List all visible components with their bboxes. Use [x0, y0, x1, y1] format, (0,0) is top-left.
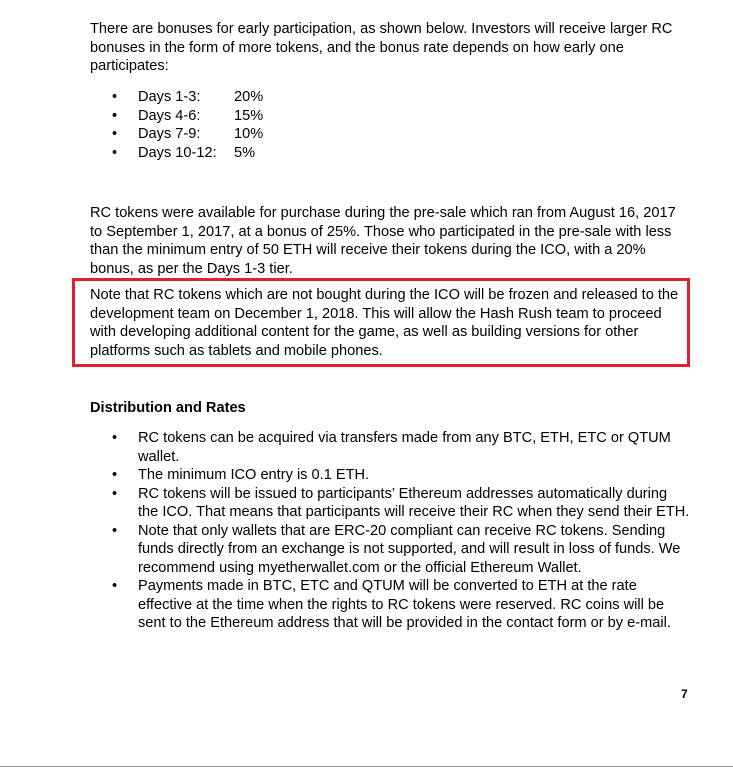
bonus-days: Days 1-3: — [138, 89, 201, 105]
bonus-rate: 10% — [234, 126, 264, 142]
list-item — [90, 485, 690, 522]
list-item — [90, 144, 690, 163]
list-item-text: The minimum ICO entry is 0.1 ETH. — [138, 467, 370, 483]
bonus-list — [90, 88, 690, 162]
distribution-list — [90, 429, 690, 633]
list-item-text: RC tokens can be acquired via transfers made from any BTC, ETH, ETC or QTUM wallet. — [138, 430, 671, 465]
list-item — [90, 429, 690, 466]
bullet-icon: • — [112, 107, 118, 124]
presale-paragraph: RC tokens were available for purchase during the pre-sale which ran from August 16, 2017 to September 1, 2017, at a bonus of 25%. Those who participated in the pre-sale with less than the minimum entry of 50 ETH will receive their tokens during the ICO, with a 20% bonus, as per the Days 1-3 tier. — [90, 205, 676, 277]
bullet-icon: • — [112, 126, 118, 142]
bonus-days: Days 10-12: — [138, 144, 217, 161]
bullet-icon: • — [112, 485, 118, 502]
bullet-icon: • — [112, 430, 118, 446]
intro-paragraph: There are bonuses for early participation, as shown below. Investors will receive larger RC bonuses in the form of more tokens, and the bonus rate depends on how early one participates: — [90, 21, 673, 74]
bullet-icon: • — [112, 522, 118, 539]
list-item — [90, 522, 690, 578]
bullet-icon: • — [112, 144, 118, 161]
list-item — [90, 125, 690, 144]
list-item-text: Note that only wallets that are ERC-20 compliant can receive RC tokens. Sending funds directly from an exchange is not supported, and will result in loss of funds. We recommend using myetherwallet.com or the official Ethereum Wallet. — [138, 522, 681, 576]
list-item-text: RC tokens will be issued to participants’ Ethereum addresses automatically during the ICO. That means that participants will receive their RC when they send their ETH. — [138, 485, 690, 520]
bonus-rate: 15% — [234, 107, 264, 124]
list-item-text: Payments made in BTC, ETC and QTUM will be converted to ETH at the rate effective at the time when the rights to RC tokens were reserved. RC coins will be sent to the Ethereum address that will be provided in the contact form or by e-mail. — [138, 578, 671, 631]
bullet-icon: • — [112, 89, 118, 105]
section-heading: Distribution and Rates — [90, 400, 246, 416]
page-number: 7 — [681, 687, 688, 701]
bullet-icon: • — [112, 578, 118, 594]
page-bottom-divider — [0, 766, 733, 767]
highlighted-note: Note that RC tokens which are not bought during the ICO will be frozen and released to the development team on December 1, 2018. This will allow the Hash Rush team to proceed with developing additional content for the game, as well as building versions for other platforms such as tablets and mobile phones. — [90, 287, 679, 359]
bullet-icon: • — [112, 467, 118, 483]
bonus-rate: 20% — [234, 89, 264, 105]
list-item — [90, 466, 690, 485]
list-item — [90, 107, 690, 126]
bonus-days: Days 4-6: — [138, 107, 201, 124]
list-item — [90, 577, 690, 633]
bonus-days: Days 7-9: — [138, 126, 201, 142]
list-item — [90, 88, 690, 107]
bonus-rate: 5% — [234, 144, 256, 161]
